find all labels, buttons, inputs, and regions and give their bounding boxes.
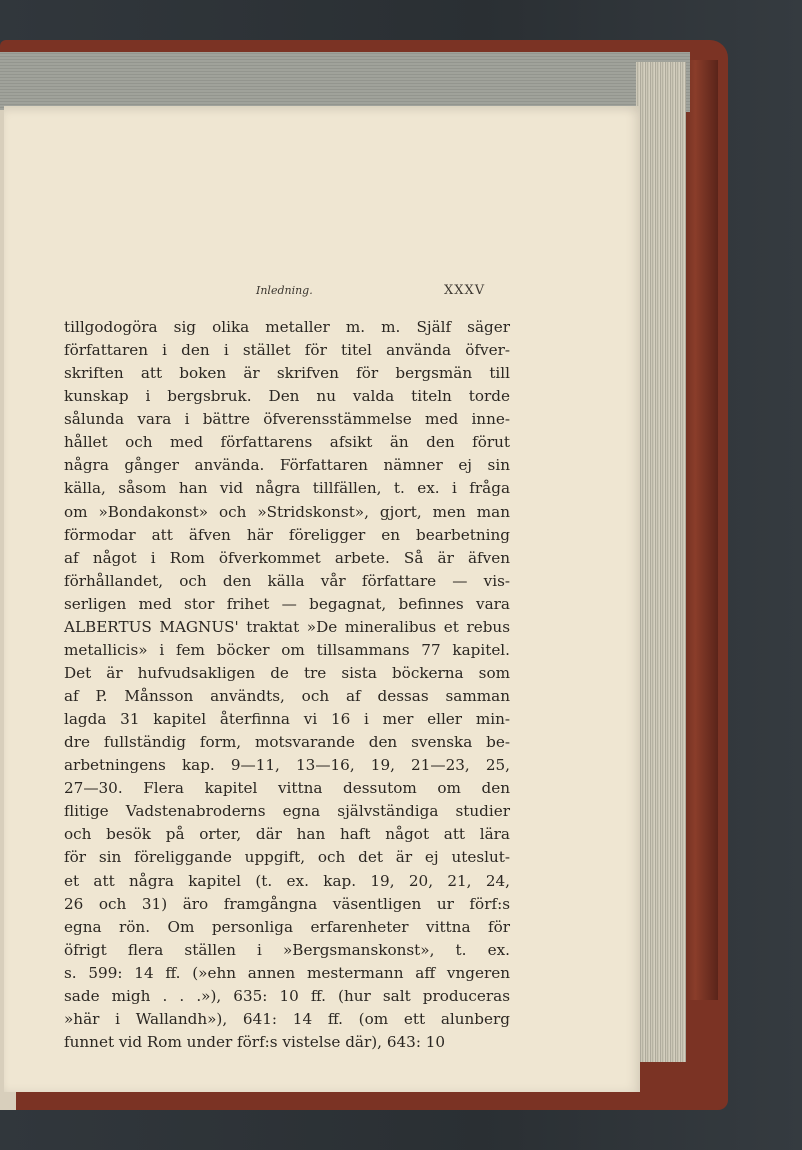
text-line: af något i Rom öfverkommet arbete. Så är äfven (64, 548, 510, 567)
text-line: om »Bondakonst» och »Stridskonst», gjort, men man (64, 502, 510, 521)
text-line: metallicis» i fem böcker om tillsammans 77 kapitel. (64, 640, 510, 659)
text-line: kunskap i bergsbruk. Den nu valda titeln torde (64, 387, 510, 406)
text-line: sade migh . . .»), 635: 10 ff. (hur salt produceras (64, 986, 510, 1005)
text-line: lagda 31 kapitel återfinna vi 16 i mer eller min- (64, 710, 510, 729)
page-edges-side (636, 62, 686, 1062)
running-head: Inledning. (256, 284, 313, 297)
text-line: serligen med stor frihet — begagnat, befinnes vara (64, 594, 510, 613)
text-line: skriften att boken är skrifven för bergsmän till (64, 364, 510, 383)
body-text (64, 316, 510, 1054)
page-edges-top (0, 52, 690, 112)
page-number: XXXV (444, 283, 486, 298)
text-line: källa, såsom han vid några tillfällen, t. ex. i fråga (64, 479, 510, 498)
text-line: egna rön. Om personliga erfarenheter vittna för (64, 917, 510, 936)
text-line: »här i Wallandh»), 641: 14 ff. (om ett alunberg (64, 1009, 510, 1028)
text-line: flitige Vadstenabroderns egna självständiga studier (64, 802, 510, 821)
text-line: hållet och med författarens afsikt än den förut (64, 433, 510, 452)
text-line: öfrigt flera ställen i »Bergsmanskonst», t. ex. (64, 940, 510, 959)
text-line: dre fullständig form, motsvarande den svenska be- (64, 733, 510, 752)
text-line: Det är hufvudsakligen de tre sista böckerna som (64, 663, 510, 682)
page-header (4, 284, 640, 304)
text-line: förhållandet, och den källa vår författare — vis- (64, 571, 510, 590)
text-line: för sin föreliggande uppgift, och det är ej uteslut- (64, 848, 510, 867)
text-line: et att några kapitel (t. ex. kap. 19, 20, 21, 24, (64, 871, 510, 890)
text-line: författaren i den i stället för titel använda öfver- (64, 341, 510, 360)
text-line: och besök på orter, där han haft något att lära (64, 825, 510, 844)
text-line: ALBERTUS MAGNUS' traktat »De mineralibus et rebus (64, 617, 510, 636)
text-line: tillgodogöra sig olika metaller m. m. Själf säger (64, 318, 510, 336)
text-line: s. 599: 14 ff. (»ehn annen mestermann aff vngeren (64, 963, 510, 982)
text-line: förmodar att äfven här föreligger en bearbetning (64, 525, 510, 544)
text-line: 26 och 31) äro framgångna väsentligen ur förf:s (64, 894, 510, 913)
text-line: af P. Månsson användts, och af dessas samman (64, 687, 510, 705)
text-line: funnet vid Rom under förf:s vistelse där), 643: 10 (64, 1032, 446, 1051)
text-line: sålunda vara i bättre öfverensstämmelse med inne- (64, 410, 510, 429)
text-line: 27—30. Flera kapitel vittna dessutom om den (64, 779, 510, 798)
text-line: arbetningens kap. 9—11, 13—16, 19, 21—23, 25, (64, 756, 510, 775)
text-line: några gånger använda. Författaren nämner ej sin (64, 456, 510, 475)
book-page (4, 106, 640, 1092)
